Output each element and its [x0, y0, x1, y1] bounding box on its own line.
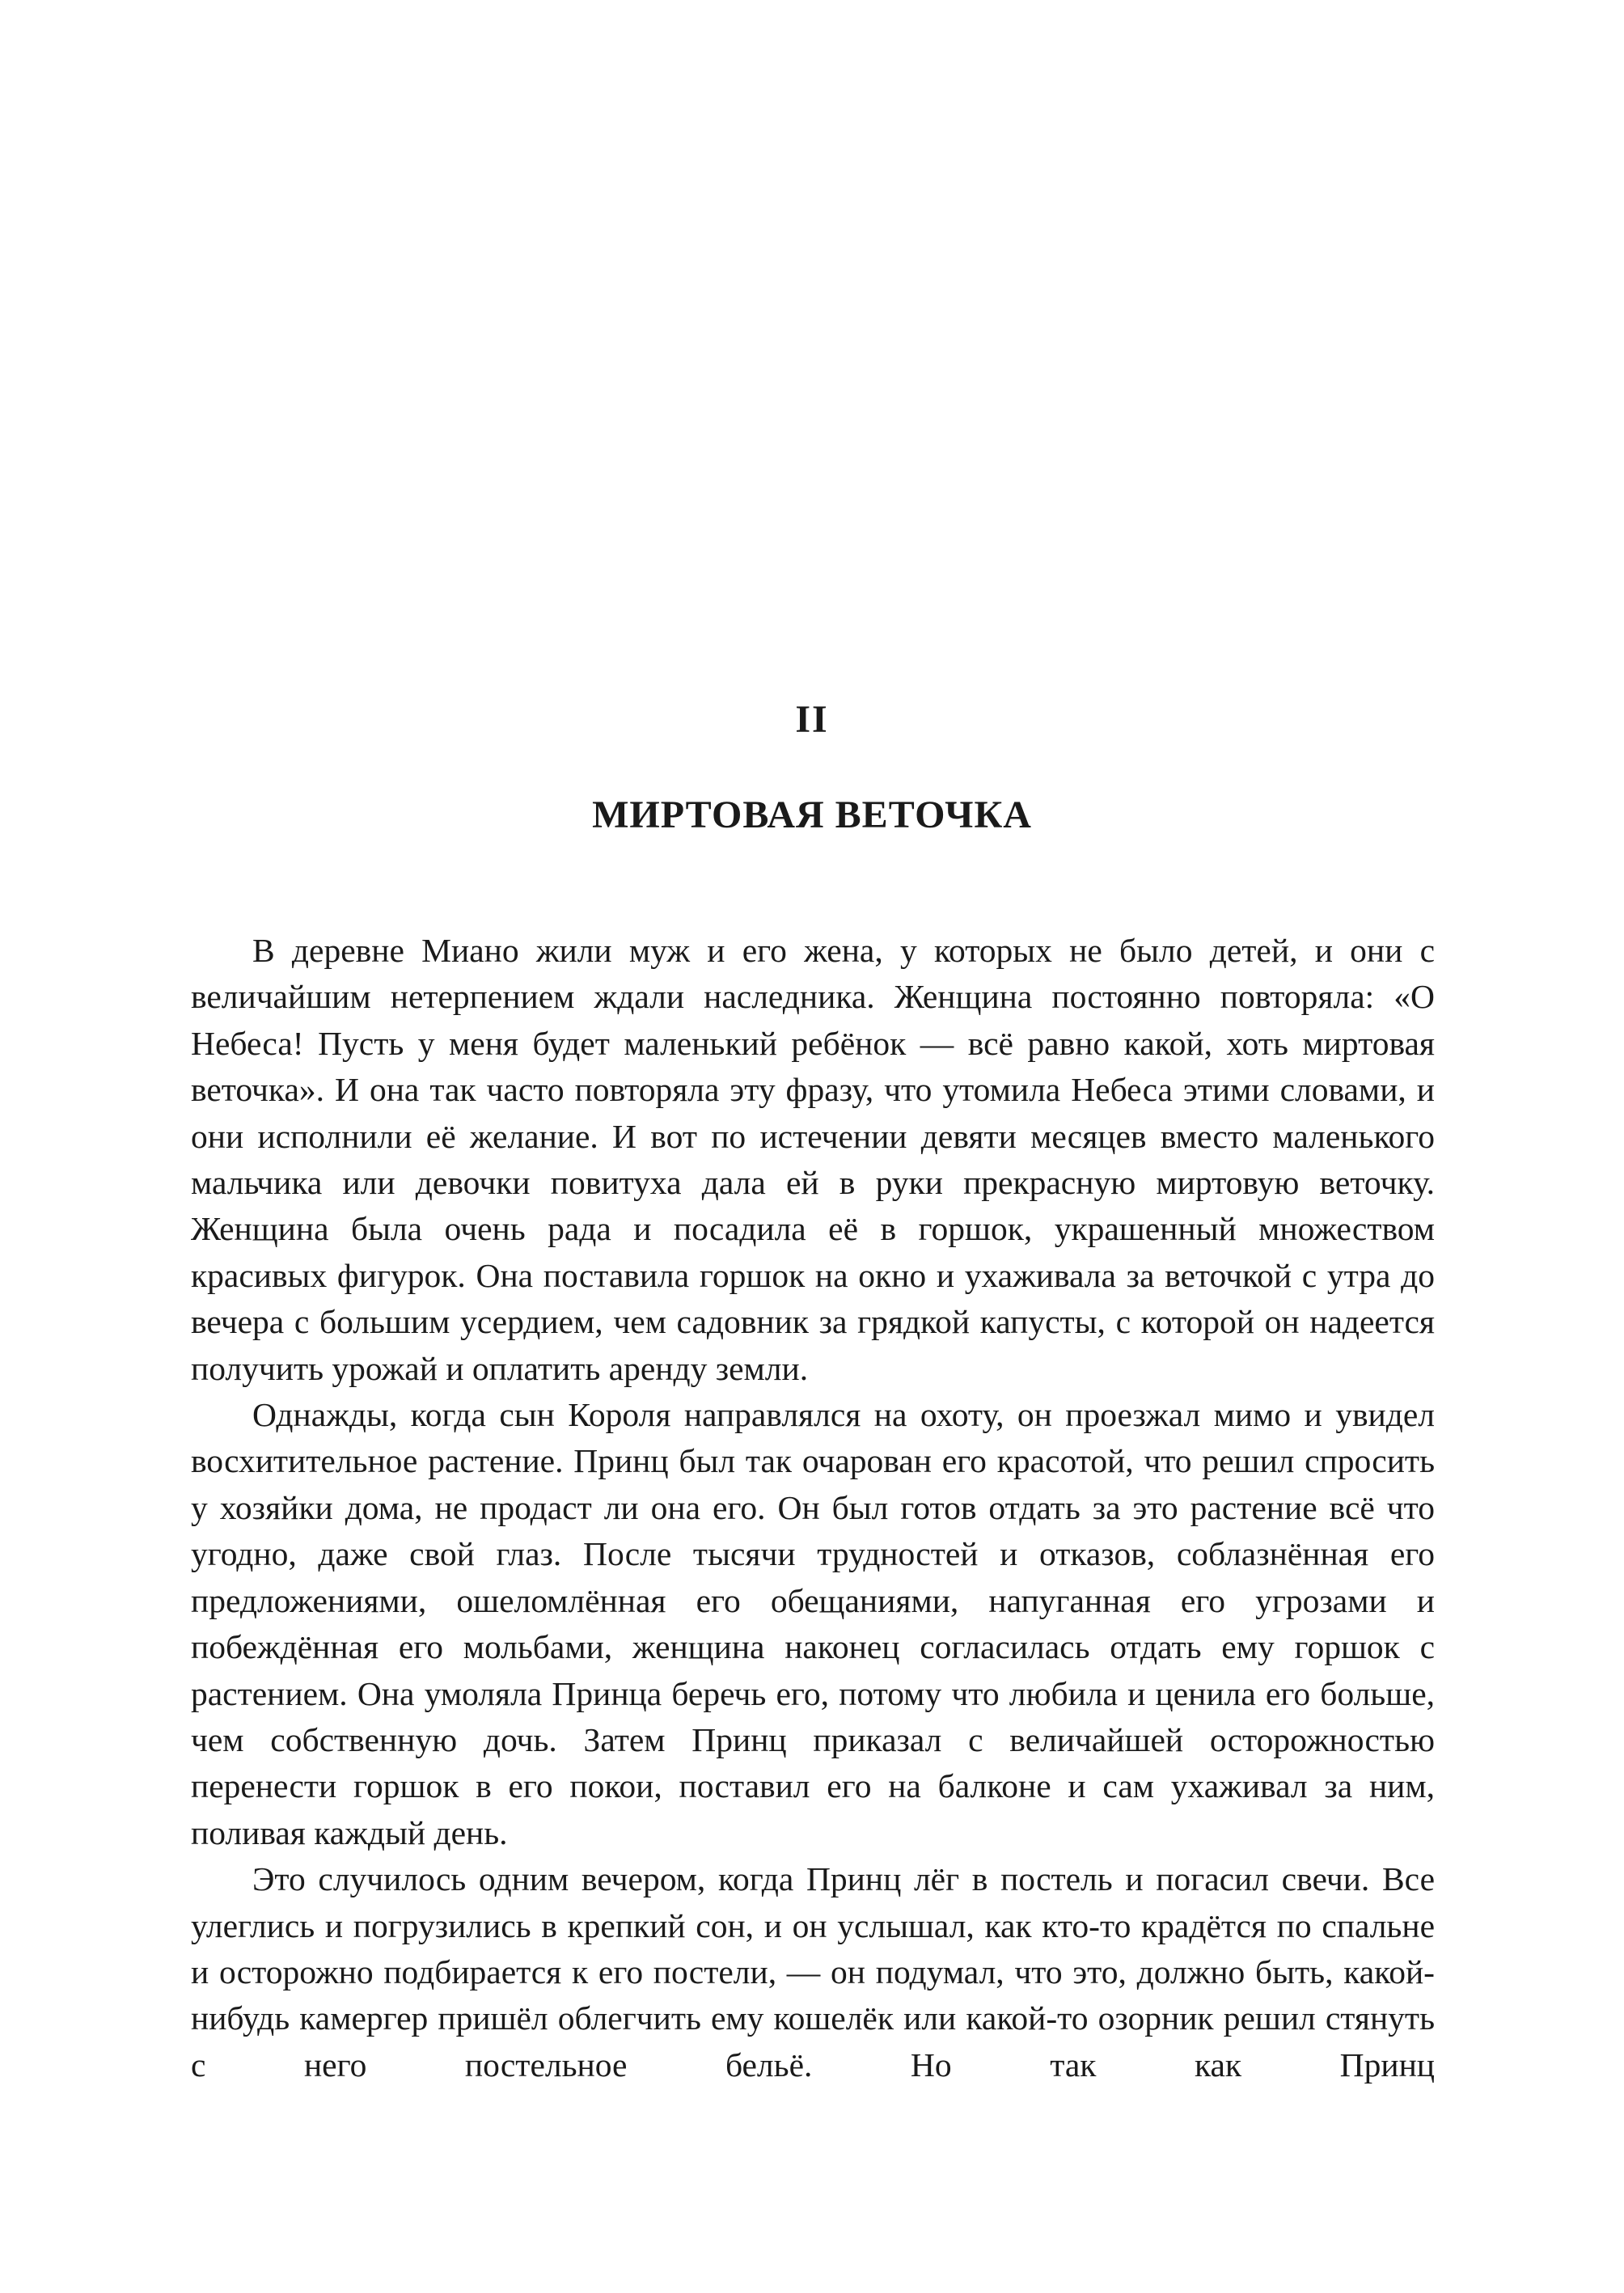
paragraph-2: Однажды, когда сын Короля направлялся на охоту, он проезжал мимо и увидел восхитительное растение. Принц был так очарован его красотой, что решил спросить у хозяйки дома, не продаст ли она его. Он был готов отдать за это растение всё что угодно, даже свой глаз. После тысячи трудностей и отказов, соблазнённая его предложениями, ошеломлённая его обещаниями, напуганная его угрозами и побеждённая его мольбами, женщина наконец согласилась отдать ему горшок с растением. Она умоляла Принца беречь его, потому что любила и ценила его больше, чем собственную дочь. Затем Принц приказал с величайшей осторожностью перенести горшок в его покои, поставил его на балконе и сам ухаживал за ним, поливая каждый день. — [191, 1396, 1435, 1851]
body-text — [191, 928, 1435, 2088]
chapter-number: II — [795, 698, 829, 741]
paragraph-3: Это случилось одним вечером, когда Принц лёг в постель и погасил свечи. Все улеглись и погрузились в крепкий сон, и он услышал, как кто-то крадётся по спальне и осторожно подбирается к его постели, — он подумал, что это, должно быть, какой-нибудь камергер пришёл облегчить ему кошелёк или какой-то озорник решил стянуть с него постельное бельё. Но так как Принц — [191, 1860, 1435, 2084]
paragraph-1: В деревне Миано жили муж и его жена, у которых не было детей, и они с величайшим нетерпением ждали наследника. Женщина постоянно повторяла: «О Небеса! Пусть у меня будет маленький ребёнок — всё равно какой, хоть миртовая веточка». И она так часто повторяла эту фразу, что утомила Небеса этими словами, и они исполнили её желание. И вот по истечении девяти месяцев вместо маленького мальчика или девочки повитуха дала ей в руки прекрасную миртовую веточку. Женщина была очень рада и посадила её в горшок, украшенный множеством красивых фигурок. Она поставила горшок на окно и ухаживала за веточкой с утра до вечера с большим усердием, чем садовник за грядкой капусты, с которой он надеется получить урожай и оплатить аренду земли. — [191, 932, 1435, 1387]
chapter-title: МИРТОВАЯ ВЕТОЧКА — [592, 793, 1032, 836]
